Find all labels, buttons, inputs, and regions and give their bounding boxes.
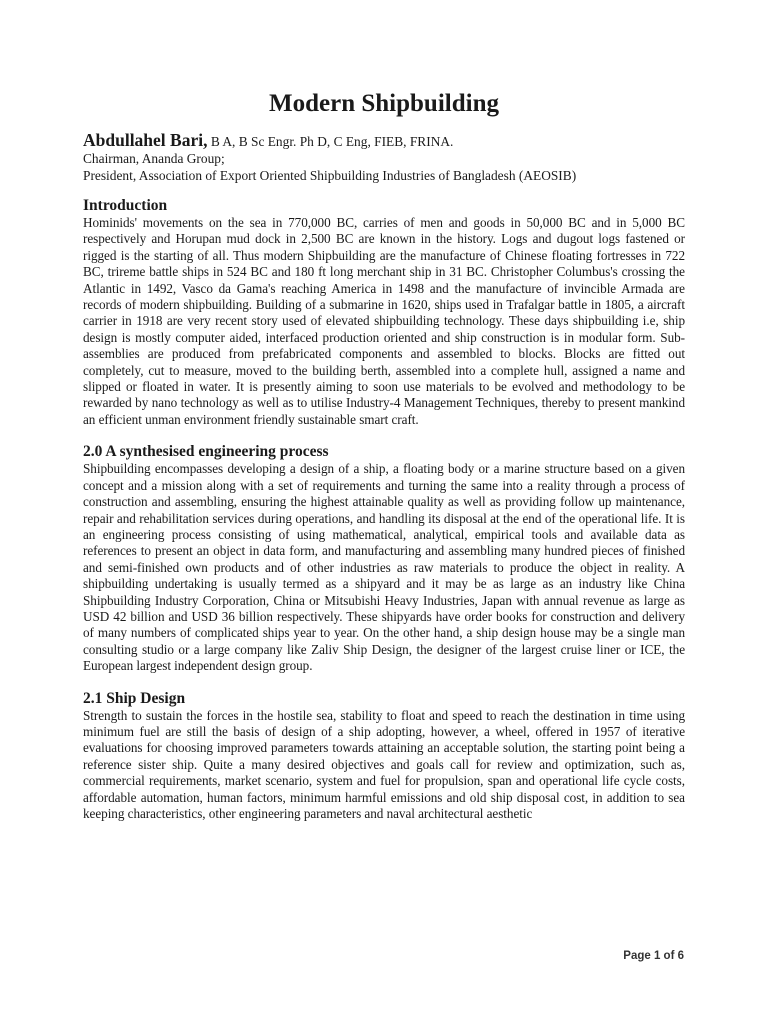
section-body-engineering-process: Shipbuilding encompasses developing a design of a ship, a floating body or a marine structure based on a given concept and a mission along with a set of requirements and turning the same into a reality through a process of construction and assembling, ensuring the highest attainable quality as well as providing follow up maintenance, repair and rehabilitation services during operations, and handling its disposal at the end of the operational life. It is an engineering process consisting of using mathematical, analytical, empirical tools and available data as references to present an object in data form, and manufacturing and assembling many hundred pieces of finished and semi-finished own products and of other industries as raw materials to produce the object in reality. A shipbuilding undertaking is usually termed as a shipyard and it may be as large as an industry like China Shipbuilding Industry Corporation, China or Mitsubishi Heavy Industries, Japan with annual revenue as large as USD 42 billion and USD 36 billion respectively. These shipyards have order books for construction and delivery of many numbers of complicated ships year to year. On the other hand, a ship design house may be a single man consulting studio or a large company like Zaliv Ship Design, the designer of the largest cruise liner or ICE, the European largest independent design group.	[83, 461, 685, 674]
author-name: Abdullahel Bari,	[83, 130, 208, 150]
author-credentials: B A, B Sc Engr. Ph D, C Eng, FIEB, FRINA.	[207, 134, 454, 149]
document-page	[83, 86, 685, 822]
document-title: Modern Shipbuilding	[269, 90, 499, 117]
section-body-introduction: Hominids' movements on the sea in 770,000 BC, carries of men and goods in 50,000 BC and in 5,000 BC respectively and Horupan mud dock in 2,500 BC are known in the history. Logs and dugout logs fastened or rigged is the starting of all. Thus modern Shipbuilding are the manufacture of Chinese floating fortresses in 722 BC, trireme battle ships in 524 BC and 180 ft long merchant ship in 31 BC. Christopher Columbus's crossing the Atlantic in 1492, Vasco da Gama's reaching America in 1498 and the manufacture of invincible Armada are records of modern shipbuilding. Building of a submarine in 1620, ships used in Trafalgar battle in 1805, a aircraft carrier in 1918 are very recent story used of elevated shipbuilding technology. These days shipbuilding i.e, ship design is mostly computer aided, interfaced production oriented and ship construction is in modular form. Sub-assemblies are produced from prefabricated components and assembled to blocks. Blocks are fitted out completely, cut to measure, moved to the building berth, assembled into a complete hull, assigned a name and slipped or floated in water. It is presently aiming to soon use materials to be evolved and methodology to be rewarded by nano technology as well as to utilise Industry-4 Management Techniques, thereby to present mankind an efficient unman environment friendly sustainable smart craft.	[83, 215, 685, 427]
section-heading-introduction: Introduction	[83, 197, 168, 214]
page-number: Page 1 of 6	[623, 950, 684, 962]
author-affiliation: Chairman, Ananda Group;	[83, 151, 225, 166]
section-heading-engineering-process: 2.0 A synthesised engineering process	[83, 443, 329, 461]
section-body-ship-design: Strength to sustain the forces in the hostile sea, stability to float and speed to reach the destination in time using minimum fuel are still the basis of design of a ship adopting, however, a wheel, offered in 1957 of iterative evaluations for choosing improved parameters towards attaining an acceptable solution, the starting point being a reference sister ship. Quite a many desired objectives and goals call for review and optimization, such as, commercial requirements, market scenario, system and fuel for propulsion, span and operational life cycle costs, affordable automation, human factors, minimum harmful emissions and old ship disposal cost, in addition to sea keeping characteristics, other engineering parameters and naval architectural aesthetic	[83, 707, 685, 821]
section-heading-ship-design: 2.1 Ship Design	[83, 689, 186, 707]
author-affiliation: President, Association of Export Oriented Shipbuilding Industries of Bangladesh (AEOSIB)	[83, 168, 577, 183]
author-line	[83, 132, 685, 150]
